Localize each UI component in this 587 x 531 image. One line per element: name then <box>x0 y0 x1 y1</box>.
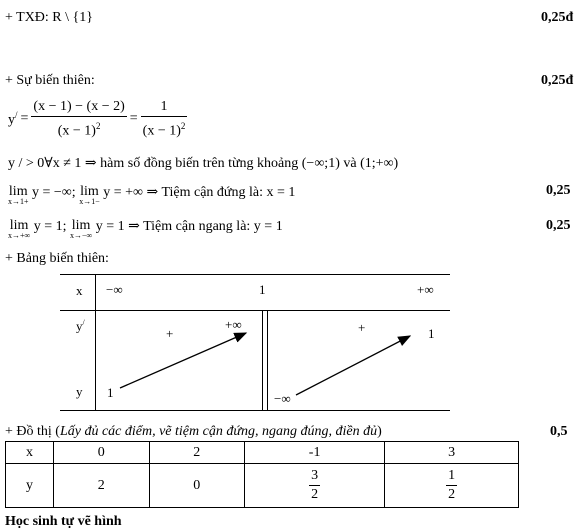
limit-4-result: y = 1 ⇒ Tiệm cận ngang là: y = 1 <box>95 219 283 234</box>
limit-1-result: y = −∞; <box>32 185 76 200</box>
x-critical-value: 1 <box>259 282 266 297</box>
graph-instruction: Lấy đủ các điểm, vẽ tiệm cận đứng, ngang đúng, điền đủ <box>59 424 378 439</box>
y-cell: 2 <box>54 464 150 508</box>
score-vertical-asymptote: 0,25 <box>546 183 571 198</box>
derivative-formula <box>8 96 187 142</box>
table-row <box>6 464 519 508</box>
values-table <box>5 441 519 508</box>
x-cell: -1 <box>245 442 385 464</box>
limit-2: lim x→1− <box>79 184 100 206</box>
score-graph: 0,5 <box>550 424 568 439</box>
limit-2-result: y = +∞ ⇒ Tiệm cận đứng là: x = 1 <box>103 185 296 200</box>
fraction-numerator: (x − 1) − (x − 2) <box>31 98 126 117</box>
variation-heading: + Sự biến thiên: <box>5 73 95 88</box>
x-label-cell: x <box>6 442 54 464</box>
variation-arrows <box>60 274 450 411</box>
score-txd: 0,25đ <box>541 10 574 25</box>
limit-4: lim x→−∞ <box>70 218 93 240</box>
y-fraction: $\frac{3}{2}$ <box>311 468 319 502</box>
equals-sign: = <box>20 111 29 126</box>
variation-table-heading: + Bảng biến thiên: <box>5 251 109 266</box>
student-note: Học sinh tự vẽ hình <box>5 514 122 529</box>
variation-table <box>60 274 450 411</box>
y-label-cell: y <box>6 464 54 508</box>
y-end-value: 1 <box>428 326 435 341</box>
horizontal-asymptote-line <box>8 218 283 240</box>
sign-left: + <box>166 326 174 341</box>
equals-sign-2: = <box>129 111 138 126</box>
x-cell: 3 <box>385 442 519 464</box>
y-right-limit: −∞ <box>274 391 291 406</box>
sign-right: + <box>358 320 366 335</box>
score-variation: 0,25đ <box>541 73 574 88</box>
x-minus-infinity: −∞ <box>106 282 123 297</box>
x-cell: 2 <box>149 442 245 464</box>
increase-arrow-right <box>296 336 410 395</box>
y-fraction: $\frac{1}{2}$ <box>448 468 456 502</box>
x-cell: 0 <box>54 442 150 464</box>
fraction-denominator: $(x - 1)^2$ <box>142 120 186 139</box>
domain-line: + TXĐ: R \ {1} <box>5 10 93 25</box>
limit-3: lim x→+∞ <box>8 218 31 240</box>
vertical-asymptote-line <box>8 184 295 206</box>
increase-arrow-left <box>120 333 246 388</box>
fraction-denominator: $(x - 1)^2$ <box>57 120 101 139</box>
derivative-symbol: y/ <box>8 109 18 128</box>
y-cell <box>245 464 385 508</box>
monotonic-line: y / > 0∀x ≠ 1 ⇒ hàm số đồng biến trên từng khoảng (−∞;1) và (1;+∞) <box>8 156 399 171</box>
limit-3-result: y = 1; <box>33 219 67 234</box>
row-label-yprime: y/ <box>76 318 85 334</box>
derivative-fraction-2 <box>141 98 188 141</box>
derivative-fraction-1 <box>31 98 126 141</box>
y-left-limit: +∞ <box>225 317 242 332</box>
score-horizontal-asymptote: 0,25 <box>546 218 571 233</box>
row-label-x: x <box>76 283 83 298</box>
y-cell: 0 <box>149 464 245 508</box>
x-plus-infinity: +∞ <box>417 282 434 297</box>
row-label-y: y <box>76 384 83 399</box>
fraction-numerator: 1 <box>141 98 188 117</box>
table-row <box>6 442 519 464</box>
y-cell <box>385 464 519 508</box>
limit-1: lim x→1+ <box>8 184 29 206</box>
y-start-value: 1 <box>107 385 114 400</box>
graph-line: + Đồ thị (Lấy đủ các điểm, vẽ tiệm cận đứng, ngang đúng, điền đủ) <box>5 424 382 439</box>
